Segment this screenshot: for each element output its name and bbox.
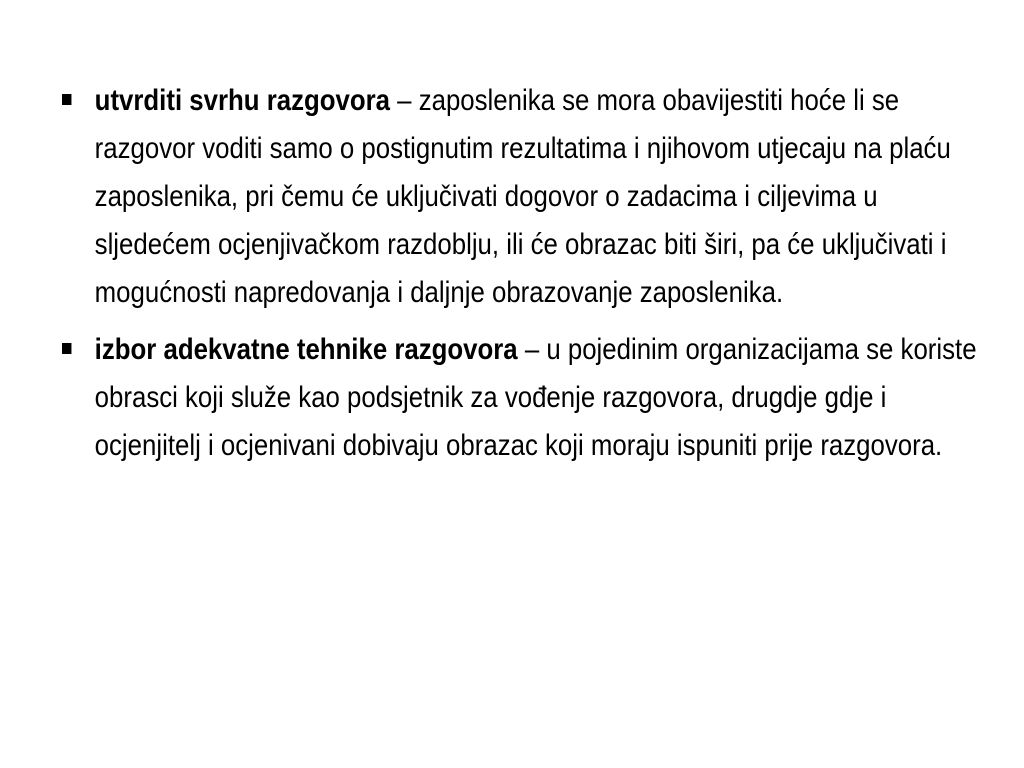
bullet-term: utvrditi svrhu razgovora — [94, 84, 391, 117]
bullet-text: – zaposlenika se mora obavijestiti hoće li se razgovor voditi samo o postignutim rezultatima i njihovom utjecaju na plaću zaposlenika, pri čemu će uključivati dogovor o zadacima i ciljevima u sljedećem ocjenjivačkom razdoblju, ili će obrazac biti širi, pa će uključivati i mogućnosti napredovanja i daljnje obrazovanje zaposlenika. — [94, 84, 951, 309]
square-bullet-icon — [62, 343, 71, 354]
bullet-text: – u pojedinim organizacijama se koriste obrasci koji služe kao podsjetnik za vođenje razgovora, drugdje gdje i ocjenjitelj i ocjenivani dobivaju obrazac koji moraju ispuniti prije razgovora. — [94, 333, 977, 462]
list-item — [62, 326, 989, 470]
square-bullet-icon — [62, 94, 71, 105]
list-item — [62, 77, 989, 317]
bullet-term: izbor adekvatne tehnike razgovora — [94, 333, 518, 366]
bullet-list — [62, 77, 977, 479]
